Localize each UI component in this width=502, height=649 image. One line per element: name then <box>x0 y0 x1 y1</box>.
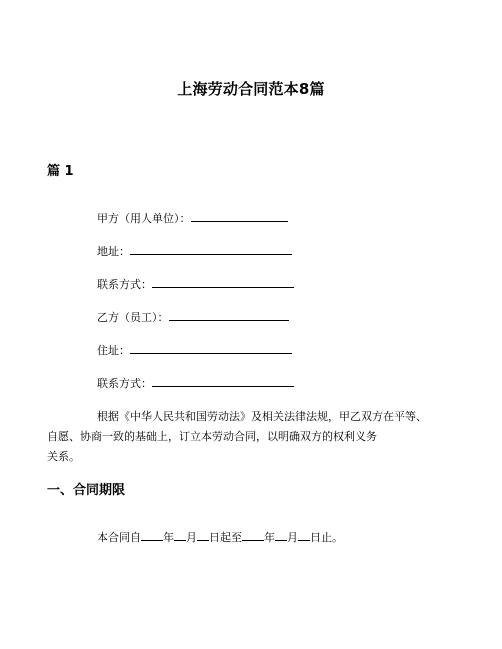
intro-paragraph-line-2: 自愿、协商一致的基础上，订立本劳动合同，以明确双方的权利义务 <box>47 430 377 443</box>
contact-a-blank <box>152 276 294 288</box>
end-year-blank <box>242 529 264 541</box>
contact-b-label: 联系方式： <box>97 377 152 390</box>
address-a-label: 地址： <box>97 245 130 258</box>
party-a-line <box>97 210 288 226</box>
term-text-5: 年 <box>264 531 275 544</box>
term-text-3: 月 <box>186 531 197 544</box>
term-text-2: 年 <box>163 531 174 544</box>
party-b-line <box>97 309 289 325</box>
document-title: 上海劳动合同范本8篇 <box>177 80 325 98</box>
contact-b-blank <box>152 375 294 387</box>
start-day-blank <box>197 529 209 541</box>
party-b-label: 乙方（员工）： <box>97 311 169 324</box>
contact-b-line <box>97 375 294 391</box>
intro-paragraph-line-1: 根据《中华人民共和国劳动法》及相关法律法规，甲乙双方在平等、 <box>97 410 427 423</box>
address-b-line <box>97 342 292 358</box>
party-a-blank <box>191 210 288 222</box>
term-text-7: 日止。 <box>310 531 343 544</box>
contact-a-line <box>97 276 294 292</box>
term-text-1: 本合同自 <box>97 531 141 544</box>
address-a-line <box>97 243 292 259</box>
party-a-label: 甲方（用人单位）： <box>97 212 191 225</box>
contract-term-heading: 一、合同期限 <box>47 483 126 498</box>
start-year-blank <box>141 529 163 541</box>
contract-term-line <box>97 529 343 545</box>
term-text-4: 日起至 <box>209 531 242 544</box>
party-b-blank <box>169 309 289 321</box>
end-month-blank <box>275 529 287 541</box>
contact-a-label: 联系方式： <box>97 278 152 291</box>
address-a-blank <box>130 243 292 255</box>
section-heading: 篇 1 <box>47 164 74 179</box>
address-b-blank <box>130 342 292 354</box>
end-day-blank <box>298 529 310 541</box>
start-month-blank <box>174 529 186 541</box>
intro-paragraph-line-3: 关系。 <box>47 450 80 463</box>
address-b-label: 住址： <box>97 344 130 357</box>
term-text-6: 月 <box>287 531 298 544</box>
